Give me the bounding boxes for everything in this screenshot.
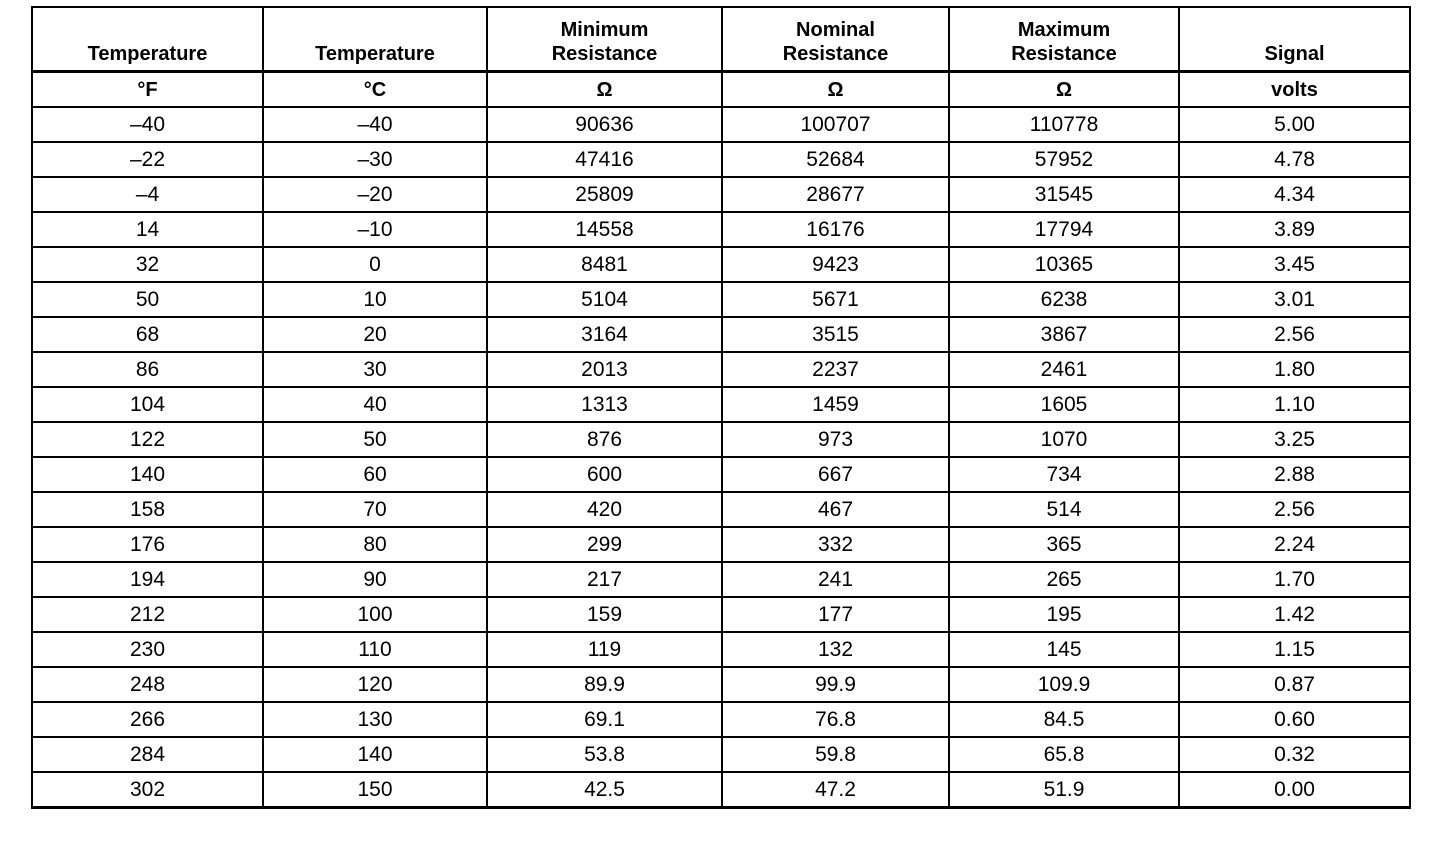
header-minimum-resistance: Minimum Resistance [487,7,722,72]
temp-f-cell: 176 [32,527,263,562]
table-row [32,737,1410,772]
nominal-resistance-cell: 3515 [722,317,949,352]
table-row [32,562,1410,597]
table-row [32,772,1410,808]
unit-row [32,72,1410,108]
max-resistance-cell: 514 [949,492,1179,527]
nominal-resistance-cell: 132 [722,632,949,667]
nominal-resistance-cell: 16176 [722,212,949,247]
temp-c-cell: 0 [263,247,487,282]
temp-f-cell: 122 [32,422,263,457]
signal-cell: 1.42 [1179,597,1410,632]
table-row [32,387,1410,422]
table-row [32,702,1410,737]
temp-f-cell: 86 [32,352,263,387]
max-resistance-cell: 734 [949,457,1179,492]
signal-cell: 3.45 [1179,247,1410,282]
header-signal: Signal [1179,7,1410,72]
temp-f-cell: 140 [32,457,263,492]
max-resistance-cell: 110778 [949,107,1179,142]
temp-f-cell: 212 [32,597,263,632]
temp-f-cell: 302 [32,772,263,808]
header-temperature-c: Temperature [263,7,487,72]
signal-cell: 1.70 [1179,562,1410,597]
unit-ohm-nominal: Ω [722,72,949,108]
max-resistance-cell: 195 [949,597,1179,632]
temp-f-cell: 230 [32,632,263,667]
temp-f-cell: –22 [32,142,263,177]
max-resistance-cell: 84.5 [949,702,1179,737]
max-resistance-cell: 145 [949,632,1179,667]
signal-cell: 0.60 [1179,702,1410,737]
temp-f-cell: 158 [32,492,263,527]
table-row [32,212,1410,247]
nominal-resistance-cell: 1459 [722,387,949,422]
max-resistance-cell: 265 [949,562,1179,597]
max-resistance-cell: 65.8 [949,737,1179,772]
temp-f-cell: 68 [32,317,263,352]
max-resistance-cell: 6238 [949,282,1179,317]
temp-c-cell: 80 [263,527,487,562]
min-resistance-cell: 42.5 [487,772,722,808]
signal-cell: 2.24 [1179,527,1410,562]
signal-cell: 3.25 [1179,422,1410,457]
temp-c-cell: 120 [263,667,487,702]
temp-c-cell: –10 [263,212,487,247]
signal-cell: 2.56 [1179,492,1410,527]
temp-c-cell: 30 [263,352,487,387]
min-resistance-cell: 69.1 [487,702,722,737]
temp-f-cell: 266 [32,702,263,737]
table-row [32,352,1410,387]
signal-cell: 2.88 [1179,457,1410,492]
temp-c-cell: 130 [263,702,487,737]
nominal-resistance-cell: 28677 [722,177,949,212]
table-row [32,282,1410,317]
min-resistance-cell: 25809 [487,177,722,212]
table-row [32,527,1410,562]
nominal-resistance-cell: 177 [722,597,949,632]
signal-cell: 1.10 [1179,387,1410,422]
temp-f-cell: 104 [32,387,263,422]
unit-ohm-min: Ω [487,72,722,108]
table-row [32,317,1410,352]
temp-f-cell: –40 [32,107,263,142]
temp-c-cell: –20 [263,177,487,212]
temp-c-cell: 70 [263,492,487,527]
table-row [32,667,1410,702]
nominal-resistance-cell: 332 [722,527,949,562]
max-resistance-cell: 109.9 [949,667,1179,702]
signal-cell: 0.32 [1179,737,1410,772]
temp-c-cell: 20 [263,317,487,352]
unit-volts: volts [1179,72,1410,108]
table-row [32,422,1410,457]
temp-f-cell: 14 [32,212,263,247]
signal-cell: 1.80 [1179,352,1410,387]
max-resistance-cell: 31545 [949,177,1179,212]
temp-f-cell: 284 [32,737,263,772]
unit-fahrenheit: °F [32,72,263,108]
temp-c-cell: 40 [263,387,487,422]
signal-cell: 4.34 [1179,177,1410,212]
signal-cell: 5.00 [1179,107,1410,142]
min-resistance-cell: 420 [487,492,722,527]
table-row [32,632,1410,667]
unit-ohm-max: Ω [949,72,1179,108]
table-row [32,247,1410,282]
temp-c-cell: –40 [263,107,487,142]
signal-cell: 0.00 [1179,772,1410,808]
signal-cell: 3.89 [1179,212,1410,247]
header-nominal-resistance: Nominal Resistance [722,7,949,72]
temp-f-cell: 194 [32,562,263,597]
min-resistance-cell: 876 [487,422,722,457]
min-resistance-cell: 1313 [487,387,722,422]
min-resistance-cell: 5104 [487,282,722,317]
max-resistance-cell: 365 [949,527,1179,562]
temperature-resistance-table [31,6,1411,809]
min-resistance-cell: 2013 [487,352,722,387]
min-resistance-cell: 159 [487,597,722,632]
nominal-resistance-cell: 973 [722,422,949,457]
temp-f-cell: –4 [32,177,263,212]
min-resistance-cell: 119 [487,632,722,667]
min-resistance-cell: 3164 [487,317,722,352]
table-row [32,177,1410,212]
table-row [32,492,1410,527]
temp-c-cell: 140 [263,737,487,772]
min-resistance-cell: 90636 [487,107,722,142]
signal-cell: 4.78 [1179,142,1410,177]
temp-c-cell: 10 [263,282,487,317]
min-resistance-cell: 299 [487,527,722,562]
signal-cell: 1.15 [1179,632,1410,667]
nominal-resistance-cell: 99.9 [722,667,949,702]
max-resistance-cell: 1605 [949,387,1179,422]
temp-f-cell: 32 [32,247,263,282]
table-row [32,107,1410,142]
temp-c-cell: 100 [263,597,487,632]
signal-cell: 0.87 [1179,667,1410,702]
temp-c-cell: 60 [263,457,487,492]
signal-cell: 2.56 [1179,317,1410,352]
temp-f-cell: 50 [32,282,263,317]
min-resistance-cell: 600 [487,457,722,492]
temp-c-cell: 90 [263,562,487,597]
temp-f-cell: 248 [32,667,263,702]
min-resistance-cell: 217 [487,562,722,597]
max-resistance-cell: 3867 [949,317,1179,352]
table-row [32,597,1410,632]
min-resistance-cell: 14558 [487,212,722,247]
max-resistance-cell: 51.9 [949,772,1179,808]
nominal-resistance-cell: 47.2 [722,772,949,808]
unit-celsius: °C [263,72,487,108]
signal-cell: 3.01 [1179,282,1410,317]
nominal-resistance-cell: 59.8 [722,737,949,772]
nominal-resistance-cell: 9423 [722,247,949,282]
header-temperature-f: Temperature [32,7,263,72]
min-resistance-cell: 53.8 [487,737,722,772]
temp-c-cell: 50 [263,422,487,457]
temp-c-cell: 110 [263,632,487,667]
max-resistance-cell: 57952 [949,142,1179,177]
resistance-table-container [31,6,1409,809]
nominal-resistance-cell: 467 [722,492,949,527]
nominal-resistance-cell: 241 [722,562,949,597]
nominal-resistance-cell: 52684 [722,142,949,177]
max-resistance-cell: 2461 [949,352,1179,387]
header-maximum-resistance: Maximum Resistance [949,7,1179,72]
table-row [32,457,1410,492]
min-resistance-cell: 89.9 [487,667,722,702]
nominal-resistance-cell: 76.8 [722,702,949,737]
table-row [32,142,1410,177]
header-row [32,7,1410,72]
max-resistance-cell: 17794 [949,212,1179,247]
min-resistance-cell: 8481 [487,247,722,282]
max-resistance-cell: 1070 [949,422,1179,457]
table-body [32,107,1410,808]
nominal-resistance-cell: 100707 [722,107,949,142]
nominal-resistance-cell: 5671 [722,282,949,317]
temp-c-cell: –30 [263,142,487,177]
nominal-resistance-cell: 2237 [722,352,949,387]
min-resistance-cell: 47416 [487,142,722,177]
temp-c-cell: 150 [263,772,487,808]
max-resistance-cell: 10365 [949,247,1179,282]
nominal-resistance-cell: 667 [722,457,949,492]
